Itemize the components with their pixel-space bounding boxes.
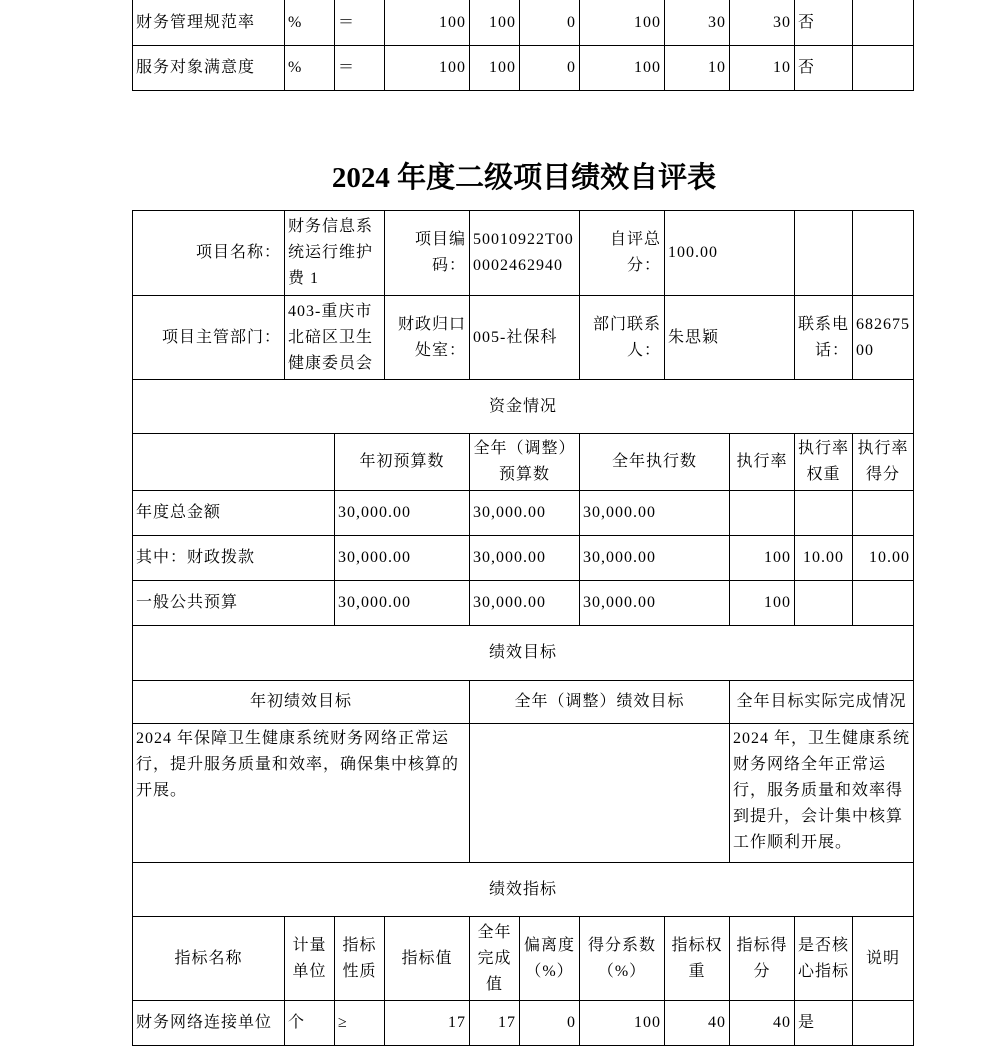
funds-column-header: 执行率得分 bbox=[857, 440, 909, 483]
indicator-score-cell bbox=[729, 0, 795, 46]
indicator-score: 10 bbox=[773, 59, 791, 76]
funds-column-header: 执行率权重 bbox=[798, 440, 850, 483]
indicator-name-cell bbox=[132, 1000, 285, 1046]
project-name-cell bbox=[132, 210, 285, 296]
funds-column-header: 全年执行数 bbox=[611, 453, 697, 470]
contact-cell bbox=[579, 295, 665, 380]
indicator-coef: 100 bbox=[634, 59, 661, 76]
indicators-column-header: 说明 bbox=[865, 949, 900, 967]
funds-score-cell bbox=[852, 580, 914, 626]
indicator-actual: 100 bbox=[489, 59, 516, 76]
page-title: 2024 年度二级项目绩效自评表 bbox=[331, 162, 717, 194]
indicator-actual-cell bbox=[469, 45, 520, 91]
indicator-score: 30 bbox=[773, 13, 791, 31]
funds-executed: 30,000.00 bbox=[583, 594, 656, 611]
indicator-core: 是 bbox=[798, 1014, 816, 1031]
indicator-nature-cell bbox=[334, 45, 385, 91]
indicators-section-header: 绩效指标 bbox=[488, 880, 557, 898]
goal-actual-cell bbox=[729, 723, 914, 863]
indicator-core: 否 bbox=[798, 59, 816, 76]
indicator-actual-cell bbox=[469, 0, 520, 46]
indicators-column-header-cell bbox=[384, 916, 470, 1001]
indicator-weight-cell bbox=[664, 0, 730, 46]
empty-cell-cell bbox=[852, 210, 914, 296]
funds-column-header: 年初预算数 bbox=[359, 453, 445, 470]
funds-rate: 100 bbox=[764, 594, 791, 611]
empty-cell-cell bbox=[132, 433, 335, 491]
indicators-column-header-cell bbox=[579, 916, 665, 1001]
contact-label: 部门联系人： bbox=[592, 315, 661, 359]
funds-column-header: 全年（调整）预算数 bbox=[473, 440, 576, 483]
indicator-note-cell bbox=[852, 45, 914, 91]
indicator-weight-cell bbox=[664, 45, 730, 91]
project-code-label: 项目编码： bbox=[414, 231, 466, 274]
indicators-column-header: 指标得分 bbox=[736, 936, 788, 980]
goals-column-header: 全年（调整）绩效目标 bbox=[514, 693, 685, 710]
funds-executed-cell bbox=[579, 580, 730, 626]
funds-executed: 30,000.00 bbox=[583, 549, 656, 566]
project-name-cell bbox=[284, 210, 385, 296]
indicator-deviation-cell bbox=[519, 0, 580, 46]
indicator-deviation-cell bbox=[519, 45, 580, 91]
funds-rate: 100 bbox=[764, 549, 791, 566]
goals-column-header-cell bbox=[729, 680, 914, 724]
funds-rate-cell bbox=[729, 535, 795, 581]
goal-initial-text: 2024 年保障卫生健康系统财务网络正常运行，提升服务质量和效率，确保集中核算的开展。 bbox=[136, 730, 460, 799]
funds-cell bbox=[132, 490, 335, 536]
indicators-column-header-cell bbox=[794, 916, 853, 1001]
indicators-column-header: 偏离度（%） bbox=[523, 936, 575, 980]
funds-label: 年度总金额 bbox=[136, 504, 222, 521]
indicator-unit-cell bbox=[284, 0, 335, 46]
funds-adjusted-cell bbox=[469, 580, 580, 626]
funds-column-header-cell bbox=[729, 433, 795, 491]
indicator-deviation: 0 bbox=[567, 13, 576, 31]
dept-cell bbox=[284, 295, 385, 380]
self-score-value: 100.00 bbox=[668, 244, 718, 261]
goals-column-header-cell bbox=[469, 680, 730, 724]
indicator-score: 40 bbox=[773, 1014, 791, 1031]
goals-column-header: 全年目标实际完成情况 bbox=[736, 693, 907, 710]
funds-weight-cell bbox=[794, 580, 853, 626]
goal-actual-text: 2024 年，卫生健康系统财务网络全年正常运行，服务质量和效率得到提升，会计集中核算工作顺利开展。 bbox=[733, 730, 911, 851]
funds-initial: 30,000.00 bbox=[338, 594, 411, 611]
indicator-target-cell bbox=[384, 45, 470, 91]
funds-score: 10.00 bbox=[869, 549, 910, 566]
indicator-target: 100 bbox=[439, 59, 466, 76]
project-code-value: 50010922T000002462940 bbox=[473, 231, 574, 274]
funds-section-header-cell bbox=[132, 379, 914, 434]
project-name-value: 财务信息系统运行维护费 1 bbox=[288, 218, 374, 287]
dept-cell bbox=[132, 295, 285, 380]
goal-initial-cell bbox=[132, 723, 470, 863]
indicator-target-cell bbox=[384, 1000, 470, 1046]
funds-column-header: 执行率 bbox=[736, 453, 788, 470]
funds-adjusted: 30,000.00 bbox=[473, 504, 546, 521]
dept-label: 项目主管部门： bbox=[161, 328, 281, 346]
indicator-coef: 100 bbox=[634, 13, 661, 31]
funds-adjusted: 30,000.00 bbox=[473, 594, 546, 611]
self-score-cell bbox=[579, 210, 665, 296]
indicators-column-header-cell bbox=[664, 916, 730, 1001]
indicator-coef-cell bbox=[579, 0, 665, 46]
goals-section-header-cell bbox=[132, 625, 914, 681]
indicator-unit: 个 bbox=[288, 1014, 306, 1031]
office-cell bbox=[384, 295, 470, 380]
office-cell bbox=[469, 295, 580, 380]
indicators-section-header-cell bbox=[132, 862, 914, 917]
funds-rate-cell bbox=[729, 490, 795, 536]
indicator-deviation: 0 bbox=[567, 59, 576, 76]
funds-initial: 30,000.00 bbox=[338, 549, 411, 566]
funds-executed-cell bbox=[579, 490, 730, 536]
indicators-column-header: 指标名称 bbox=[174, 949, 243, 967]
indicator-core-cell bbox=[794, 1000, 853, 1046]
funds-weight: 10.00 bbox=[803, 549, 844, 566]
project-code-cell bbox=[384, 210, 470, 296]
indicator-coef-cell bbox=[579, 45, 665, 91]
indicators-column-header: 计量单位 bbox=[292, 936, 327, 980]
funds-score-cell bbox=[852, 535, 914, 581]
indicator-actual: 100 bbox=[489, 13, 516, 31]
funds-adjusted-cell bbox=[469, 490, 580, 536]
indicator-nature: ≥ bbox=[338, 1014, 348, 1031]
funds-weight-cell bbox=[794, 490, 853, 536]
indicators-column-header-cell bbox=[334, 916, 385, 1001]
goals-column-header: 年初绩效目标 bbox=[249, 693, 352, 710]
funds-column-header-cell bbox=[794, 433, 853, 491]
indicator-unit: % bbox=[288, 13, 303, 31]
self-score-label: 自评总分： bbox=[609, 231, 661, 274]
funds-label: 其中：财政拨款 bbox=[136, 549, 256, 566]
indicators-column-header-cell bbox=[284, 916, 335, 1001]
phone-value: 68267500 bbox=[856, 315, 910, 359]
indicator-nature: ＝ bbox=[338, 13, 356, 31]
indicator-weight-cell bbox=[664, 1000, 730, 1046]
indicator-weight: 30 bbox=[708, 13, 726, 31]
indicator-actual-cell bbox=[469, 1000, 520, 1046]
phone-cell bbox=[794, 295, 853, 380]
funds-adjusted-cell bbox=[469, 535, 580, 581]
funds-initial-cell bbox=[334, 580, 470, 626]
office-label: 财政归口处室： bbox=[397, 315, 466, 359]
empty-cell-cell bbox=[794, 210, 853, 296]
indicator-target: 17 bbox=[448, 1014, 466, 1031]
indicator-nature: ＝ bbox=[338, 59, 356, 76]
funds-initial-cell bbox=[334, 490, 470, 536]
indicators-column-header-cell bbox=[852, 916, 914, 1001]
self-score-cell bbox=[664, 210, 795, 296]
goals-column-header-cell bbox=[132, 680, 470, 724]
indicator-name-cell bbox=[132, 0, 285, 46]
indicators-column-header: 全年完成值 bbox=[477, 923, 512, 993]
office-value: 005-社保科 bbox=[473, 328, 558, 346]
indicator-unit: % bbox=[288, 59, 303, 76]
funds-executed-cell bbox=[579, 535, 730, 581]
indicator-score-cell bbox=[729, 45, 795, 91]
project-code-cell bbox=[469, 210, 580, 296]
phone-label: 联系电话： bbox=[798, 315, 850, 359]
project-name-label: 项目名称： bbox=[195, 244, 281, 261]
indicators-column-header: 是否核心指标 bbox=[798, 936, 850, 980]
indicator-name: 财务网络连接单位 bbox=[136, 1014, 273, 1031]
indicator-weight: 10 bbox=[708, 59, 726, 76]
indicators-column-header-cell bbox=[729, 916, 795, 1001]
funds-column-header-cell bbox=[579, 433, 730, 491]
indicator-nature-cell bbox=[334, 0, 385, 46]
indicator-name-cell bbox=[132, 45, 285, 91]
indicators-column-header: 指标值 bbox=[401, 949, 453, 967]
indicator-actual: 17 bbox=[498, 1014, 516, 1031]
indicators-column-header: 得分系数（%） bbox=[587, 936, 656, 980]
indicator-core: 否 bbox=[798, 13, 816, 31]
indicator-coef: 100 bbox=[634, 1014, 661, 1031]
funds-adjusted: 30,000.00 bbox=[473, 549, 546, 566]
contact-value: 朱思颖 bbox=[668, 328, 720, 346]
indicator-weight: 40 bbox=[708, 1014, 726, 1031]
funds-label: 一般公共预算 bbox=[136, 594, 239, 611]
indicator-coef-cell bbox=[579, 1000, 665, 1046]
funds-rate-cell bbox=[729, 580, 795, 626]
indicator-target-cell bbox=[384, 0, 470, 46]
dept-value: 403-重庆市北碚区卫生健康委员会 bbox=[288, 302, 374, 372]
indicator-deviation-cell bbox=[519, 1000, 580, 1046]
indicator-name: 财务管理规范率 bbox=[136, 13, 256, 31]
goals-section-header: 绩效目标 bbox=[488, 644, 557, 661]
goal-adjusted-cell bbox=[469, 723, 730, 863]
indicator-target: 100 bbox=[439, 13, 466, 31]
indicator-core-cell bbox=[794, 0, 853, 46]
contact-cell bbox=[664, 295, 795, 380]
funds-weight-cell bbox=[794, 535, 853, 581]
indicator-name: 服务对象满意度 bbox=[136, 59, 256, 76]
indicator-nature-cell bbox=[334, 1000, 385, 1046]
funds-column-header-cell bbox=[469, 433, 580, 491]
indicator-unit-cell bbox=[284, 1000, 335, 1046]
indicators-column-header: 指标性质 bbox=[342, 936, 377, 980]
indicators-column-header-cell bbox=[132, 916, 285, 1001]
indicators-column-header-cell bbox=[519, 916, 580, 1001]
funds-column-header-cell bbox=[852, 433, 914, 491]
indicator-note-cell bbox=[852, 1000, 914, 1046]
indicator-deviation: 0 bbox=[567, 1014, 576, 1031]
indicator-note-cell bbox=[852, 0, 914, 46]
funds-section-header: 资金情况 bbox=[488, 397, 557, 415]
indicators-column-header: 指标权重 bbox=[671, 936, 723, 980]
funds-executed: 30,000.00 bbox=[583, 504, 656, 521]
indicators-column-header-cell bbox=[469, 916, 520, 1001]
indicator-score-cell bbox=[729, 1000, 795, 1046]
funds-cell bbox=[132, 580, 335, 626]
indicator-unit-cell bbox=[284, 45, 335, 91]
phone-cell bbox=[852, 295, 914, 380]
indicator-core-cell bbox=[794, 45, 853, 91]
funds-initial: 30,000.00 bbox=[338, 504, 411, 521]
funds-cell bbox=[132, 535, 335, 581]
funds-column-header-cell bbox=[334, 433, 470, 491]
funds-score-cell bbox=[852, 490, 914, 536]
funds-initial-cell bbox=[334, 535, 470, 581]
